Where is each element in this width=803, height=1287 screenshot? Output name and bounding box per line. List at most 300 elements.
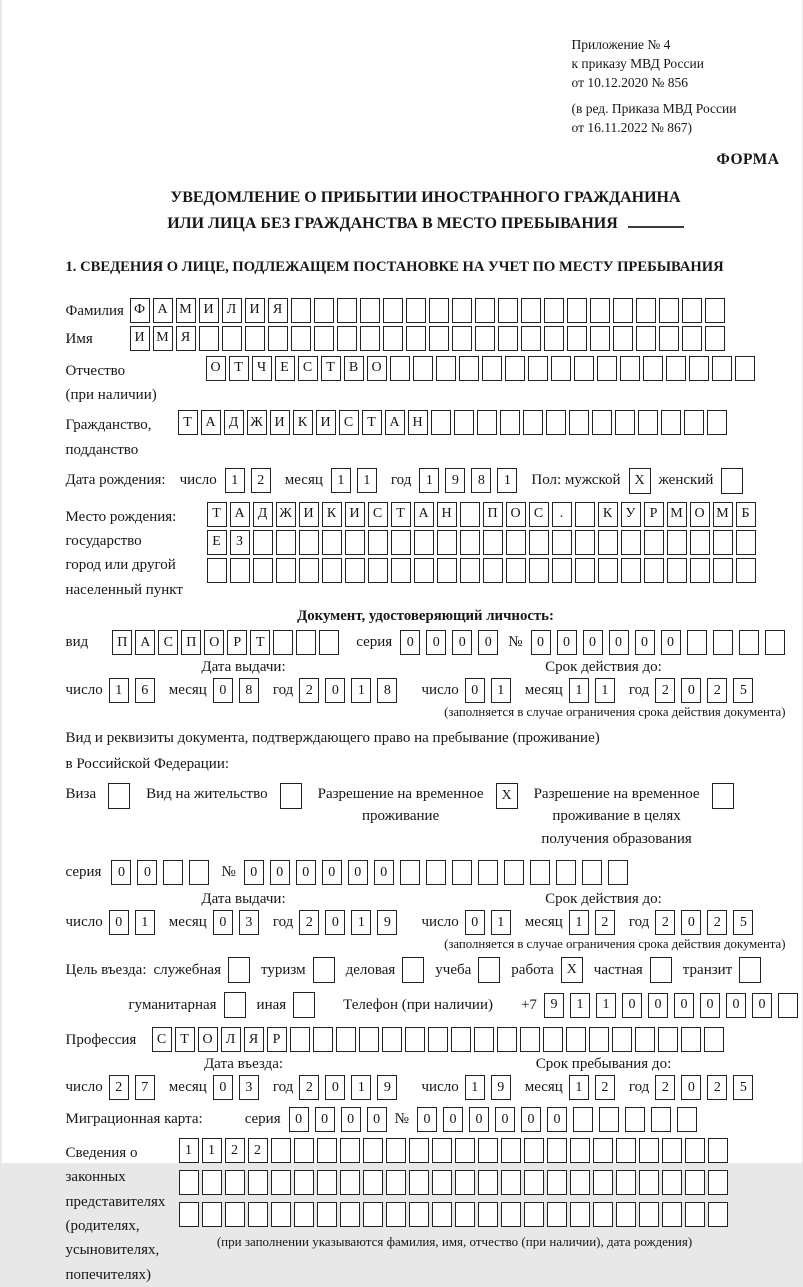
form-cell[interactable]: 0 (213, 1075, 233, 1100)
form-cell[interactable]: С (529, 502, 549, 527)
form-cell[interactable]: И (299, 502, 319, 527)
form-cell[interactable] (409, 1138, 429, 1163)
form-cell[interactable]: 1 (569, 678, 589, 703)
form-cell[interactable] (363, 1170, 383, 1195)
form-cell[interactable] (268, 326, 288, 351)
form-cell[interactable] (615, 410, 635, 435)
form-cell[interactable] (383, 298, 403, 323)
form-cell[interactable]: 0 (348, 860, 368, 885)
form-cell[interactable] (340, 1138, 360, 1163)
form-cell[interactable]: Ч (252, 356, 272, 381)
form-cell[interactable] (677, 1107, 697, 1132)
form-cell[interactable] (163, 860, 183, 885)
form-cell[interactable]: 2 (707, 678, 727, 703)
form-cell[interactable] (666, 356, 686, 381)
form-cell[interactable]: X (629, 468, 651, 494)
form-cell[interactable]: 0 (137, 860, 157, 885)
form-cell[interactable] (644, 530, 664, 555)
form-cell[interactable] (225, 1170, 245, 1195)
form-cell[interactable]: 0 (325, 1075, 345, 1100)
form-cell[interactable] (460, 502, 480, 527)
form-cell[interactable]: К (322, 502, 342, 527)
form-cell[interactable]: Т (250, 630, 270, 655)
form-cell[interactable]: 0 (374, 860, 394, 885)
form-cell[interactable] (475, 326, 495, 351)
form-cell[interactable] (547, 1170, 567, 1195)
form-cell[interactable]: 1 (357, 468, 377, 493)
form-cell[interactable] (224, 992, 246, 1018)
form-cell[interactable] (314, 298, 334, 323)
form-cell[interactable] (684, 410, 704, 435)
form-cell[interactable]: 1 (570, 993, 590, 1018)
form-cell[interactable] (451, 1027, 471, 1052)
form-cell[interactable]: Т (175, 1027, 195, 1052)
form-cell[interactable]: 0 (681, 910, 701, 935)
form-cell[interactable]: В (344, 356, 364, 381)
form-cell[interactable]: 1 (351, 678, 371, 703)
form-cell[interactable] (455, 1138, 475, 1163)
form-cell[interactable]: 0 (700, 993, 720, 1018)
form-cell[interactable]: З (230, 530, 250, 555)
form-cell[interactable] (682, 326, 702, 351)
form-cell[interactable] (414, 558, 434, 583)
form-cell[interactable] (293, 992, 315, 1018)
form-cell[interactable] (708, 1202, 728, 1227)
form-cell[interactable]: И (199, 298, 219, 323)
form-cell[interactable]: 1 (419, 468, 439, 493)
form-cell[interactable]: Н (408, 410, 428, 435)
form-cell[interactable] (589, 1027, 609, 1052)
form-cell[interactable]: Н (437, 502, 457, 527)
form-cell[interactable]: 0 (478, 630, 498, 655)
form-cell[interactable] (566, 1027, 586, 1052)
form-cell[interactable] (765, 630, 785, 655)
form-cell[interactable]: 2 (248, 1138, 268, 1163)
form-cell[interactable]: Т (391, 502, 411, 527)
form-cell[interactable]: 0 (296, 860, 316, 885)
form-cell[interactable]: 1 (202, 1138, 222, 1163)
form-cell[interactable] (500, 410, 520, 435)
form-cell[interactable] (650, 957, 672, 983)
form-cell[interactable] (248, 1170, 268, 1195)
form-cell[interactable] (736, 558, 756, 583)
form-cell[interactable] (529, 558, 549, 583)
form-cell[interactable]: 0 (648, 993, 668, 1018)
form-cell[interactable]: 9 (377, 910, 397, 935)
form-cell[interactable]: Т (229, 356, 249, 381)
form-cell[interactable] (337, 326, 357, 351)
form-cell[interactable]: Б (736, 502, 756, 527)
form-cell[interactable] (179, 1202, 199, 1227)
form-cell[interactable] (575, 502, 595, 527)
form-cell[interactable]: 0 (270, 860, 290, 885)
form-cell[interactable] (432, 1138, 452, 1163)
form-cell[interactable]: А (201, 410, 221, 435)
form-cell[interactable] (524, 1202, 544, 1227)
form-cell[interactable] (658, 1027, 678, 1052)
form-cell[interactable]: 0 (557, 630, 577, 655)
form-cell[interactable] (547, 1202, 567, 1227)
form-cell[interactable] (621, 530, 641, 555)
form-cell[interactable]: 0 (674, 993, 694, 1018)
form-cell[interactable]: 0 (109, 910, 129, 935)
form-cell[interactable]: С (152, 1027, 172, 1052)
form-cell[interactable] (552, 530, 572, 555)
form-cell[interactable] (573, 1107, 593, 1132)
form-cell[interactable] (313, 1027, 333, 1052)
form-cell[interactable]: 2 (707, 1075, 727, 1100)
form-cell[interactable] (599, 1107, 619, 1132)
form-cell[interactable] (336, 1027, 356, 1052)
form-cell[interactable] (721, 468, 743, 494)
form-cell[interactable]: Л (222, 298, 242, 323)
form-cell[interactable] (521, 326, 541, 351)
form-cell[interactable] (547, 1138, 567, 1163)
form-cell[interactable] (271, 1170, 291, 1195)
form-cell[interactable]: П (181, 630, 201, 655)
form-cell[interactable] (501, 1202, 521, 1227)
form-cell[interactable]: 0 (111, 860, 131, 885)
form-cell[interactable] (391, 530, 411, 555)
form-cell[interactable]: 1 (351, 910, 371, 935)
form-cell[interactable] (413, 356, 433, 381)
form-cell[interactable] (544, 298, 564, 323)
form-cell[interactable] (735, 356, 755, 381)
form-cell[interactable]: 0 (289, 1107, 309, 1132)
form-cell[interactable] (382, 1027, 402, 1052)
form-cell[interactable]: 0 (452, 630, 472, 655)
form-cell[interactable] (570, 1138, 590, 1163)
form-cell[interactable] (712, 783, 734, 809)
form-cell[interactable] (667, 558, 687, 583)
form-cell[interactable]: А (385, 410, 405, 435)
form-cell[interactable] (314, 326, 334, 351)
form-cell[interactable] (475, 298, 495, 323)
form-cell[interactable] (383, 326, 403, 351)
form-cell[interactable]: А (153, 298, 173, 323)
form-cell[interactable] (299, 558, 319, 583)
form-cell[interactable] (360, 298, 380, 323)
form-cell[interactable] (689, 356, 709, 381)
form-cell[interactable] (405, 1027, 425, 1052)
form-cell[interactable]: 0 (213, 910, 233, 935)
form-cell[interactable]: 0 (325, 910, 345, 935)
form-cell[interactable] (477, 410, 497, 435)
form-cell[interactable] (189, 860, 209, 885)
form-cell[interactable] (682, 298, 702, 323)
form-cell[interactable]: И (130, 326, 150, 351)
form-cell[interactable]: А (230, 502, 250, 527)
form-cell[interactable]: 0 (681, 678, 701, 703)
form-cell[interactable] (524, 1138, 544, 1163)
form-cell[interactable] (359, 1027, 379, 1052)
form-cell[interactable] (592, 410, 612, 435)
form-cell[interactable] (530, 860, 550, 885)
form-cell[interactable] (593, 1202, 613, 1227)
form-cell[interactable] (432, 1170, 452, 1195)
form-cell[interactable]: М (667, 502, 687, 527)
form-cell[interactable] (712, 356, 732, 381)
form-cell[interactable]: 0 (622, 993, 642, 1018)
form-cell[interactable]: 0 (417, 1107, 437, 1132)
form-cell[interactable] (685, 1170, 705, 1195)
form-cell[interactable]: Т (321, 356, 341, 381)
form-cell[interactable] (739, 957, 761, 983)
form-cell[interactable] (739, 630, 759, 655)
form-cell[interactable] (638, 410, 658, 435)
form-cell[interactable] (460, 530, 480, 555)
form-cell[interactable] (455, 1202, 475, 1227)
form-cell[interactable]: У (621, 502, 641, 527)
form-cell[interactable]: 1 (596, 993, 616, 1018)
form-cell[interactable] (317, 1170, 337, 1195)
form-cell[interactable] (483, 530, 503, 555)
form-cell[interactable]: 8 (239, 678, 259, 703)
form-cell[interactable]: 0 (341, 1107, 361, 1132)
form-cell[interactable]: Ф (130, 298, 150, 323)
form-cell[interactable] (402, 957, 424, 983)
form-cell[interactable]: 9 (544, 993, 564, 1018)
form-cell[interactable] (478, 1202, 498, 1227)
form-cell[interactable] (225, 1202, 245, 1227)
form-cell[interactable] (428, 1027, 448, 1052)
form-cell[interactable] (437, 558, 457, 583)
form-cell[interactable] (506, 558, 526, 583)
form-cell[interactable]: 0 (495, 1107, 515, 1132)
form-cell[interactable] (363, 1202, 383, 1227)
form-cell[interactable]: 0 (213, 678, 233, 703)
form-cell[interactable]: Д (253, 502, 273, 527)
form-cell[interactable] (299, 530, 319, 555)
form-cell[interactable] (294, 1138, 314, 1163)
form-cell[interactable]: С (298, 356, 318, 381)
form-cell[interactable] (528, 356, 548, 381)
form-cell[interactable] (409, 1202, 429, 1227)
form-cell[interactable] (478, 1170, 498, 1195)
form-cell[interactable] (685, 1138, 705, 1163)
form-cell[interactable] (454, 410, 474, 435)
form-cell[interactable]: О (206, 356, 226, 381)
form-cell[interactable]: Р (227, 630, 247, 655)
form-cell[interactable] (574, 356, 594, 381)
form-cell[interactable] (575, 558, 595, 583)
form-cell[interactable]: 2 (655, 1075, 675, 1100)
form-cell[interactable]: 0 (726, 993, 746, 1018)
form-cell[interactable]: И (270, 410, 290, 435)
form-cell[interactable] (567, 298, 587, 323)
form-cell[interactable] (544, 326, 564, 351)
form-cell[interactable] (474, 1027, 494, 1052)
form-cell[interactable]: 9 (377, 1075, 397, 1100)
form-cell[interactable]: 1 (595, 678, 615, 703)
form-cell[interactable]: 2 (655, 678, 675, 703)
form-cell[interactable] (363, 1138, 383, 1163)
form-cell[interactable]: 8 (377, 678, 397, 703)
form-cell[interactable] (501, 1138, 521, 1163)
form-cell[interactable]: 2 (299, 678, 319, 703)
form-cell[interactable] (575, 530, 595, 555)
form-cell[interactable]: . (552, 502, 572, 527)
form-cell[interactable]: А (135, 630, 155, 655)
form-cell[interactable]: О (506, 502, 526, 527)
form-cell[interactable]: 3 (239, 1075, 259, 1100)
form-cell[interactable]: 0 (635, 630, 655, 655)
form-cell[interactable]: С (368, 502, 388, 527)
form-cell[interactable]: К (598, 502, 618, 527)
form-cell[interactable] (497, 1027, 517, 1052)
form-cell[interactable] (429, 298, 449, 323)
form-cell[interactable]: X (496, 783, 518, 809)
form-cell[interactable] (222, 326, 242, 351)
form-cell[interactable]: 1 (179, 1138, 199, 1163)
form-cell[interactable] (498, 298, 518, 323)
form-cell[interactable] (556, 860, 576, 885)
form-cell[interactable] (386, 1202, 406, 1227)
form-cell[interactable] (552, 558, 572, 583)
form-cell[interactable]: Т (207, 502, 227, 527)
form-cell[interactable]: 1 (569, 1075, 589, 1100)
form-cell[interactable]: И (345, 502, 365, 527)
form-cell[interactable]: Ж (247, 410, 267, 435)
form-cell[interactable] (409, 1170, 429, 1195)
form-cell[interactable]: 2 (595, 910, 615, 935)
form-cell[interactable] (506, 530, 526, 555)
form-cell[interactable] (651, 1107, 671, 1132)
form-cell[interactable] (644, 558, 664, 583)
form-cell[interactable] (478, 957, 500, 983)
form-cell[interactable] (639, 1170, 659, 1195)
form-cell[interactable] (296, 630, 316, 655)
form-cell[interactable]: Д (224, 410, 244, 435)
form-cell[interactable]: 1 (465, 1075, 485, 1100)
form-cell[interactable] (431, 410, 451, 435)
form-cell[interactable]: 0 (465, 678, 485, 703)
form-cell[interactable] (621, 558, 641, 583)
form-cell[interactable] (108, 783, 130, 809)
form-cell[interactable]: 8 (471, 468, 491, 493)
form-cell[interactable]: 1 (225, 468, 245, 493)
form-cell[interactable] (635, 1027, 655, 1052)
form-cell[interactable]: 0 (583, 630, 603, 655)
form-cell[interactable] (639, 1138, 659, 1163)
form-cell[interactable]: X (561, 957, 583, 983)
form-cell[interactable]: М (176, 298, 196, 323)
form-cell[interactable] (230, 558, 250, 583)
form-cell[interactable] (570, 1170, 590, 1195)
form-cell[interactable]: Ж (276, 502, 296, 527)
form-cell[interactable] (659, 326, 679, 351)
form-cell[interactable] (429, 326, 449, 351)
form-cell[interactable]: Л (221, 1027, 241, 1052)
form-cell[interactable] (613, 326, 633, 351)
form-cell[interactable] (620, 356, 640, 381)
form-cell[interactable] (667, 530, 687, 555)
form-cell[interactable] (322, 530, 342, 555)
form-cell[interactable] (426, 860, 446, 885)
form-cell[interactable] (317, 1202, 337, 1227)
form-cell[interactable] (707, 410, 727, 435)
form-cell[interactable] (228, 957, 250, 983)
form-cell[interactable] (690, 558, 710, 583)
form-cell[interactable] (478, 860, 498, 885)
form-cell[interactable] (432, 1202, 452, 1227)
form-cell[interactable]: 0 (465, 910, 485, 935)
form-cell[interactable] (322, 558, 342, 583)
form-cell[interactable]: 0 (400, 630, 420, 655)
form-cell[interactable] (736, 530, 756, 555)
form-cell[interactable] (452, 326, 472, 351)
form-cell[interactable] (459, 356, 479, 381)
form-cell[interactable] (567, 326, 587, 351)
form-cell[interactable] (505, 356, 525, 381)
form-cell[interactable]: 1 (491, 678, 511, 703)
form-cell[interactable]: Я (268, 298, 288, 323)
form-cell[interactable] (643, 356, 663, 381)
form-cell[interactable] (245, 326, 265, 351)
form-cell[interactable] (319, 630, 339, 655)
form-cell[interactable] (521, 298, 541, 323)
form-cell[interactable] (708, 1138, 728, 1163)
form-cell[interactable] (207, 558, 227, 583)
form-cell[interactable] (501, 1170, 521, 1195)
form-cell[interactable]: 9 (445, 468, 465, 493)
form-cell[interactable] (253, 530, 273, 555)
form-cell[interactable] (345, 530, 365, 555)
form-cell[interactable]: 0 (315, 1107, 335, 1132)
form-cell[interactable] (498, 326, 518, 351)
form-cell[interactable] (625, 1107, 645, 1132)
form-cell[interactable]: 2 (655, 910, 675, 935)
form-cell[interactable]: 3 (239, 910, 259, 935)
form-cell[interactable] (400, 860, 420, 885)
form-cell[interactable]: С (158, 630, 178, 655)
form-cell[interactable] (478, 1138, 498, 1163)
form-cell[interactable]: 2 (299, 910, 319, 935)
form-cell[interactable]: 9 (491, 1075, 511, 1100)
form-cell[interactable] (406, 298, 426, 323)
form-cell[interactable]: 2 (251, 468, 271, 493)
form-cell[interactable] (291, 298, 311, 323)
form-cell[interactable] (713, 630, 733, 655)
form-cell[interactable]: 0 (244, 860, 264, 885)
form-cell[interactable] (340, 1202, 360, 1227)
form-cell[interactable]: 1 (135, 910, 155, 935)
form-cell[interactable] (593, 1138, 613, 1163)
form-cell[interactable]: М (713, 502, 733, 527)
form-cell[interactable] (616, 1138, 636, 1163)
form-cell[interactable] (452, 298, 472, 323)
form-cell[interactable] (704, 1027, 724, 1052)
form-cell[interactable]: Р (267, 1027, 287, 1052)
form-cell[interactable] (455, 1170, 475, 1195)
form-cell[interactable]: 0 (531, 630, 551, 655)
form-cell[interactable] (705, 298, 725, 323)
form-cell[interactable] (687, 630, 707, 655)
form-cell[interactable] (662, 1202, 682, 1227)
form-cell[interactable]: 1 (109, 678, 129, 703)
form-cell[interactable]: 0 (367, 1107, 387, 1132)
form-cell[interactable] (276, 530, 296, 555)
form-cell[interactable] (368, 558, 388, 583)
form-cell[interactable]: 1 (351, 1075, 371, 1100)
form-cell[interactable] (523, 410, 543, 435)
form-cell[interactable]: К (293, 410, 313, 435)
form-cell[interactable]: 0 (325, 678, 345, 703)
form-cell[interactable] (390, 356, 410, 381)
form-cell[interactable] (616, 1202, 636, 1227)
form-cell[interactable]: 2 (595, 1075, 615, 1100)
form-cell[interactable] (662, 1138, 682, 1163)
